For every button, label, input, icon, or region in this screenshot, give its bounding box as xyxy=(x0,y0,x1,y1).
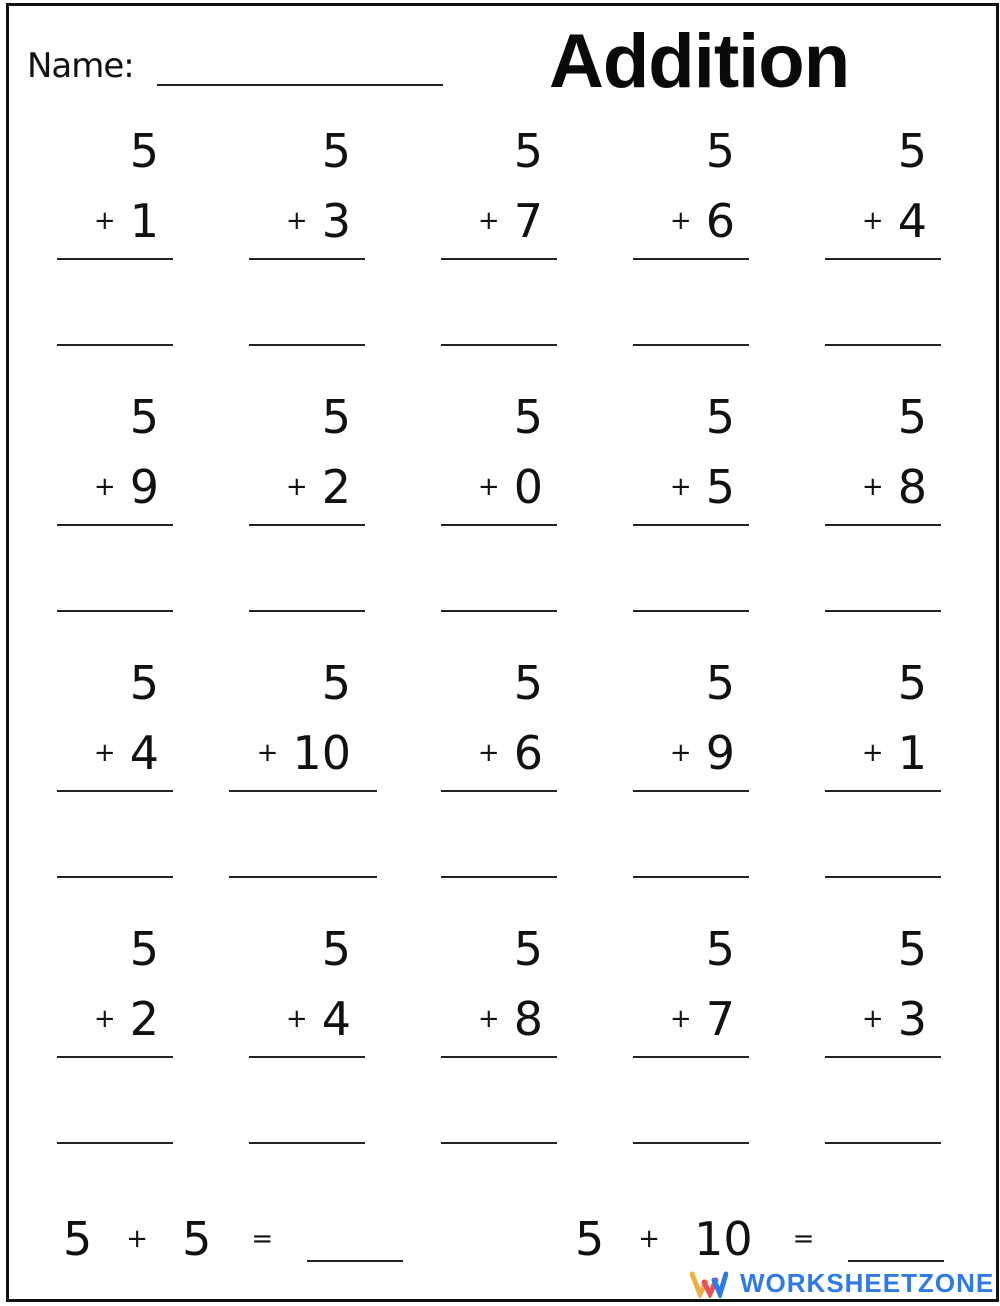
sum-rule xyxy=(825,258,941,260)
addition-problem xyxy=(243,648,435,914)
equation-1-answer-blank[interactable] xyxy=(307,1260,403,1262)
plus-sign: + xyxy=(861,472,884,502)
plus-sign: + xyxy=(93,1004,116,1034)
addend-row xyxy=(862,194,927,248)
plus-sign: + xyxy=(93,738,116,768)
addend-number: 7 xyxy=(705,992,735,1046)
sum-rule xyxy=(249,258,365,260)
equation-2-equals: = xyxy=(792,1224,815,1254)
plus-sign: + xyxy=(93,472,116,502)
top-number: 5 xyxy=(705,124,735,178)
top-number: 5 xyxy=(321,390,351,444)
answer-line[interactable] xyxy=(57,610,173,612)
sum-rule xyxy=(57,258,173,260)
addend-number: 0 xyxy=(513,460,543,514)
equation-2 xyxy=(575,1212,944,1266)
equation-2-answer-blank[interactable] xyxy=(848,1260,944,1262)
answer-line[interactable] xyxy=(249,610,365,612)
addition-problem xyxy=(243,382,435,648)
plus-sign: + xyxy=(669,1004,692,1034)
addition-problem xyxy=(51,382,243,648)
equation-1-b: 5 xyxy=(182,1212,212,1266)
answer-line[interactable] xyxy=(825,1142,941,1144)
equation-2-op: + xyxy=(638,1224,661,1254)
addition-problem xyxy=(819,648,1000,914)
top-number: 5 xyxy=(897,124,927,178)
addition-problem xyxy=(627,648,819,914)
sum-rule xyxy=(57,1056,173,1058)
answer-line[interactable] xyxy=(441,610,557,612)
addend-number: 6 xyxy=(705,194,735,248)
equation-1-a: 5 xyxy=(63,1212,93,1266)
addend-number: 8 xyxy=(897,460,927,514)
addend-row xyxy=(478,460,543,514)
addition-problem xyxy=(51,648,243,914)
addend-row xyxy=(286,460,351,514)
equation-2-a: 5 xyxy=(575,1212,605,1266)
plus-sign: + xyxy=(477,738,500,768)
answer-line[interactable] xyxy=(57,876,173,878)
sum-rule xyxy=(825,1056,941,1058)
addend-row xyxy=(478,992,543,1046)
addend-number: 4 xyxy=(129,726,159,780)
equation-1-op: + xyxy=(126,1224,149,1254)
watermark-text: WORKSHEETZONE xyxy=(740,1268,995,1298)
plus-sign: + xyxy=(669,472,692,502)
plus-sign: + xyxy=(285,472,308,502)
top-number: 5 xyxy=(129,390,159,444)
addend-number: 9 xyxy=(705,726,735,780)
addend-row xyxy=(286,194,351,248)
answer-line[interactable] xyxy=(249,344,365,346)
addend-row xyxy=(94,726,159,780)
addend-row xyxy=(478,726,543,780)
top-number: 5 xyxy=(321,124,351,178)
addition-problem xyxy=(243,914,435,1180)
sum-rule xyxy=(441,524,557,526)
addend-number: 1 xyxy=(897,726,927,780)
answer-line[interactable] xyxy=(633,1142,749,1144)
addition-problem xyxy=(819,382,1000,648)
sum-rule xyxy=(633,1056,749,1058)
worksheetzone-logo-icon xyxy=(690,1270,728,1298)
plus-sign: + xyxy=(669,206,692,236)
top-number: 5 xyxy=(129,656,159,710)
addition-problem xyxy=(51,116,243,382)
addend-row xyxy=(862,726,927,780)
addend-number: 9 xyxy=(129,460,159,514)
top-number: 5 xyxy=(513,390,543,444)
addend-number: 10 xyxy=(292,726,351,780)
top-number: 5 xyxy=(513,124,543,178)
name-field-line[interactable] xyxy=(157,84,443,86)
addend-number: 2 xyxy=(129,992,159,1046)
addend-number: 3 xyxy=(321,194,351,248)
addition-problem xyxy=(819,116,1000,382)
top-number: 5 xyxy=(513,656,543,710)
sum-rule xyxy=(825,524,941,526)
addend-row xyxy=(94,194,159,248)
name-label: Name: xyxy=(27,46,134,86)
addend-number: 8 xyxy=(513,992,543,1046)
addition-problem xyxy=(435,914,627,1180)
answer-line[interactable] xyxy=(633,344,749,346)
sum-rule xyxy=(633,790,749,792)
answer-line[interactable] xyxy=(229,876,377,878)
equation-1-equals: = xyxy=(251,1224,274,1254)
addition-problem xyxy=(627,382,819,648)
addition-problem xyxy=(435,648,627,914)
answer-line[interactable] xyxy=(825,344,941,346)
addition-problem xyxy=(243,116,435,382)
addend-number: 3 xyxy=(897,992,927,1046)
top-number: 5 xyxy=(705,922,735,976)
sum-rule xyxy=(249,1056,365,1058)
addend-number: 1 xyxy=(129,194,159,248)
sum-rule xyxy=(825,790,941,792)
plus-sign: + xyxy=(861,738,884,768)
top-number: 5 xyxy=(129,922,159,976)
plus-sign: + xyxy=(93,206,116,236)
addend-row xyxy=(670,726,735,780)
equation-2-b: 10 xyxy=(694,1212,753,1266)
addend-row xyxy=(862,992,927,1046)
top-number: 5 xyxy=(705,656,735,710)
sum-rule xyxy=(249,524,365,526)
worksheet-page xyxy=(6,3,999,1302)
plus-sign: + xyxy=(285,206,308,236)
addend-number: 5 xyxy=(705,460,735,514)
addend-row xyxy=(862,460,927,514)
addend-row xyxy=(257,726,351,780)
addend-row xyxy=(94,460,159,514)
addition-problem xyxy=(819,914,1000,1180)
answer-line[interactable] xyxy=(441,876,557,878)
sum-rule xyxy=(633,258,749,260)
sum-rule xyxy=(441,1056,557,1058)
answer-line[interactable] xyxy=(825,876,941,878)
top-number: 5 xyxy=(129,124,159,178)
equation-1 xyxy=(63,1212,403,1266)
problem-grid xyxy=(51,116,951,1180)
sum-rule xyxy=(57,524,173,526)
addend-row xyxy=(286,992,351,1046)
answer-line[interactable] xyxy=(57,1142,173,1144)
plus-sign: + xyxy=(285,1004,308,1034)
plus-sign: + xyxy=(477,1004,500,1034)
sum-rule xyxy=(441,790,557,792)
plus-sign: + xyxy=(477,472,500,502)
watermark xyxy=(690,1268,994,1299)
plus-sign: + xyxy=(669,738,692,768)
top-number: 5 xyxy=(321,922,351,976)
plus-sign: + xyxy=(477,206,500,236)
addend-row xyxy=(670,460,735,514)
plus-sign: + xyxy=(861,1004,884,1034)
sum-rule xyxy=(441,258,557,260)
plus-sign: + xyxy=(256,738,279,768)
top-number: 5 xyxy=(897,922,927,976)
sum-rule xyxy=(633,524,749,526)
top-number: 5 xyxy=(321,656,351,710)
sum-rule xyxy=(229,790,377,792)
top-number: 5 xyxy=(705,390,735,444)
addend-row xyxy=(478,194,543,248)
top-number: 5 xyxy=(897,656,927,710)
answer-line[interactable] xyxy=(441,1142,557,1144)
addend-number: 6 xyxy=(513,726,543,780)
addend-number: 4 xyxy=(897,194,927,248)
top-number: 5 xyxy=(513,922,543,976)
sum-rule xyxy=(57,790,173,792)
addend-number: 7 xyxy=(513,194,543,248)
answer-line[interactable] xyxy=(57,344,173,346)
plus-sign: + xyxy=(861,206,884,236)
answer-line[interactable] xyxy=(633,876,749,878)
addition-problem xyxy=(51,914,243,1180)
worksheet-header xyxy=(9,6,996,116)
answer-line[interactable] xyxy=(249,1142,365,1144)
addend-number: 2 xyxy=(321,460,351,514)
addend-row xyxy=(670,992,735,1046)
addend-row xyxy=(94,992,159,1046)
answer-line[interactable] xyxy=(633,610,749,612)
addition-problem xyxy=(627,914,819,1180)
top-number: 5 xyxy=(897,390,927,444)
addition-problem xyxy=(627,116,819,382)
page-title: Addition xyxy=(549,19,850,104)
addend-row xyxy=(670,194,735,248)
addition-problem xyxy=(435,116,627,382)
addition-problem xyxy=(435,382,627,648)
addend-number: 4 xyxy=(321,992,351,1046)
answer-line[interactable] xyxy=(825,610,941,612)
answer-line[interactable] xyxy=(441,344,557,346)
